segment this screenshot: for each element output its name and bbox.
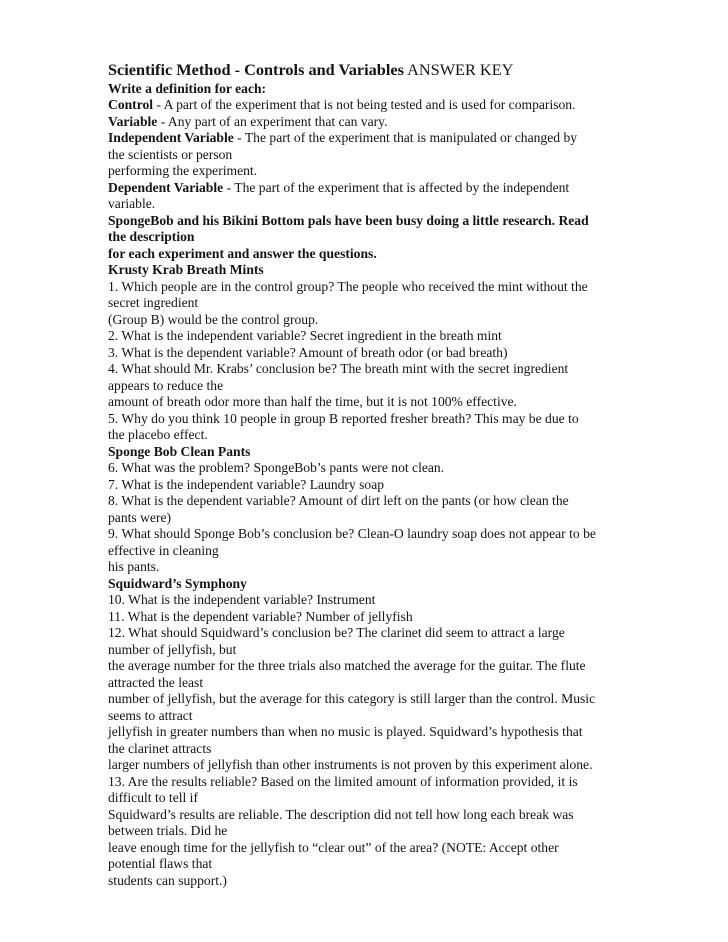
- text-line: [108, 229, 624, 246]
- text-run: 2. What is the independent variable? Secret ingredient in the breath mint: [108, 328, 502, 343]
- text-run: 1. Which people are in the control group? The people who received the mint without the: [108, 278, 588, 294]
- text-line: [108, 526, 624, 543]
- text-line: [108, 642, 624, 659]
- text-run: 5. Why do you think 10 people in group B reported fresher breath? This may be due to: [108, 410, 579, 426]
- bold-text-run: Dependent Variable: [108, 179, 224, 195]
- text-line: [108, 262, 624, 279]
- text-run: - Any part of an experiment that can vary.: [157, 113, 388, 129]
- text-line: [108, 741, 624, 758]
- text-run: the scientists or person: [108, 146, 233, 162]
- text-run: larger numbers of jellyfish than other instruments is not proven by this experiment alone.: [108, 757, 593, 772]
- text-run: pants were): [108, 509, 172, 525]
- text-line: [108, 856, 624, 873]
- text-run: the clarinet attracts: [108, 740, 212, 756]
- bold-text-run: SpongeBob and his Bikini Bottom pals have been busy doing a little research. Read: [108, 212, 589, 228]
- text-line: [108, 114, 624, 131]
- text-line: [108, 97, 624, 114]
- text-run: 3. What is the dependent variable? Amount of breath odor (or bad breath): [108, 344, 508, 360]
- text-line: [108, 378, 624, 395]
- text-line: [108, 592, 624, 609]
- text-run: leave enough time for the jellyfish to “clear out” of the area? (NOTE: Accept other: [108, 839, 559, 855]
- text-line: [108, 361, 624, 378]
- text-line: [108, 658, 624, 675]
- text-run: variable.: [108, 196, 156, 211]
- bold-text-run: for each experiment and answer the questions.: [108, 245, 377, 261]
- text-line: [108, 493, 624, 510]
- text-run: 12. What should Squidward’s conclusion be? The clarinet did seem to attract a large: [108, 625, 565, 640]
- text-run: appears to reduce the: [108, 377, 224, 393]
- text-line: [108, 774, 624, 791]
- text-line: [108, 411, 624, 428]
- text-run: effective in cleaning: [108, 542, 219, 558]
- text-line: [108, 873, 624, 890]
- text-run: seems to attract: [108, 707, 193, 723]
- text-line: [108, 625, 624, 642]
- text-line: [108, 576, 624, 593]
- text-run: 8. What is the dependent variable? Amount of dirt left on the pants (or how clean the: [108, 493, 569, 508]
- bold-text-run: Sponge Bob Clean Pants: [108, 443, 251, 459]
- text-line: [108, 444, 624, 461]
- text-run: 4. What should Mr. Krabs’ conclusion be? The breath mint with the secret ingredient: [108, 361, 569, 376]
- text-run: difficult to tell if: [108, 790, 198, 805]
- bold-text-run: Write a definition for each:: [108, 80, 267, 96]
- text-line: [108, 757, 624, 774]
- text-line: [108, 81, 624, 98]
- text-run: 10. What is the independent variable? Instrument: [108, 592, 376, 607]
- text-run: number of jellyfish, but: [108, 641, 237, 657]
- text-run: between trials. Did he: [108, 823, 228, 838]
- bold-text-run: Independent Variable: [108, 130, 234, 145]
- text-run: - The part of the experiment that is manipulated or changed by: [233, 130, 578, 145]
- text-run: potential flaws that: [108, 856, 213, 871]
- text-run: attracted the least: [108, 674, 204, 690]
- text-run: his pants.: [108, 559, 160, 574]
- text-line: [108, 427, 624, 444]
- text-line: [108, 790, 624, 807]
- bold-text-run: Control: [108, 97, 154, 112]
- text-run: Squidward’s results are reliable. The description did not tell how long each break was: [108, 806, 574, 822]
- text-line: [108, 345, 624, 362]
- text-run: 13. Are the results reliable? Based on the limited amount of information provided, it is: [108, 773, 578, 789]
- bold-text-run: the description: [108, 229, 195, 244]
- text-run: 11. What is the dependent variable? Number of jellyfish: [108, 608, 413, 624]
- text-run: secret ingredient: [108, 295, 199, 310]
- text-run: the placebo effect.: [108, 427, 208, 442]
- text-run: students can support.): [108, 872, 227, 888]
- document-title: [108, 61, 624, 81]
- text-line: [108, 691, 624, 708]
- text-run: 6. What was the problem? SpongeBob’s pants were not clean.: [108, 460, 445, 475]
- text-run: performing the experiment.: [108, 163, 258, 178]
- text-line: [108, 246, 624, 263]
- text-line: [108, 295, 624, 312]
- text-run: number of jellyfish, but the average for this category is still larger than the control. Music: [108, 691, 596, 706]
- text-line: [108, 279, 624, 296]
- text-line: [108, 510, 624, 527]
- text-line: [108, 147, 624, 164]
- text-line: [108, 328, 624, 345]
- text-run: jellyfish in greater numbers than when no music is played. Squidward’s hypothesis that: [108, 724, 583, 739]
- text-run: - A part of the experiment that is not being tested and is used for comparison.: [153, 97, 576, 112]
- text-run: ANSWER KEY: [403, 60, 514, 79]
- bold-text-run: Krusty Krab Breath Mints: [108, 262, 264, 277]
- text-run: 7. What is the independent variable? Laundry soap: [108, 476, 385, 492]
- text-line: [108, 708, 624, 725]
- text-line: [108, 559, 624, 576]
- text-line: [108, 394, 624, 411]
- text-line: [108, 312, 624, 329]
- text-line: [108, 477, 624, 494]
- text-run: amount of breath odor more than half the time, but it is not 100% effective.: [108, 394, 517, 409]
- text-line: [108, 196, 624, 213]
- text-line: [108, 675, 624, 692]
- text-run: - The part of the experiment that is affected by the independent: [223, 179, 570, 195]
- text-line: [108, 840, 624, 857]
- text-line: [108, 163, 624, 180]
- document-body: [108, 61, 624, 889]
- text-line: [108, 823, 624, 840]
- text-line: [108, 460, 624, 477]
- text-line: [108, 543, 624, 560]
- text-line: [108, 609, 624, 626]
- text-run: 9. What should Sponge Bob’s conclusion be? Clean-O laundry soap does not appear to be: [108, 526, 596, 541]
- text-run: the average number for the three trials also matched the average for the guitar. The flute: [108, 658, 586, 673]
- text-line: [108, 130, 624, 147]
- bold-text-run: Variable: [108, 113, 158, 129]
- bold-text-run: Squidward’s Symphony: [108, 575, 247, 591]
- bold-text-run: Scientific Method - Controls and Variables: [108, 60, 404, 79]
- text-line: [108, 180, 624, 197]
- text-line: [108, 724, 624, 741]
- text-line: [108, 807, 624, 824]
- text-run: (Group B) would be the control group.: [108, 311, 319, 327]
- text-line: [108, 213, 624, 230]
